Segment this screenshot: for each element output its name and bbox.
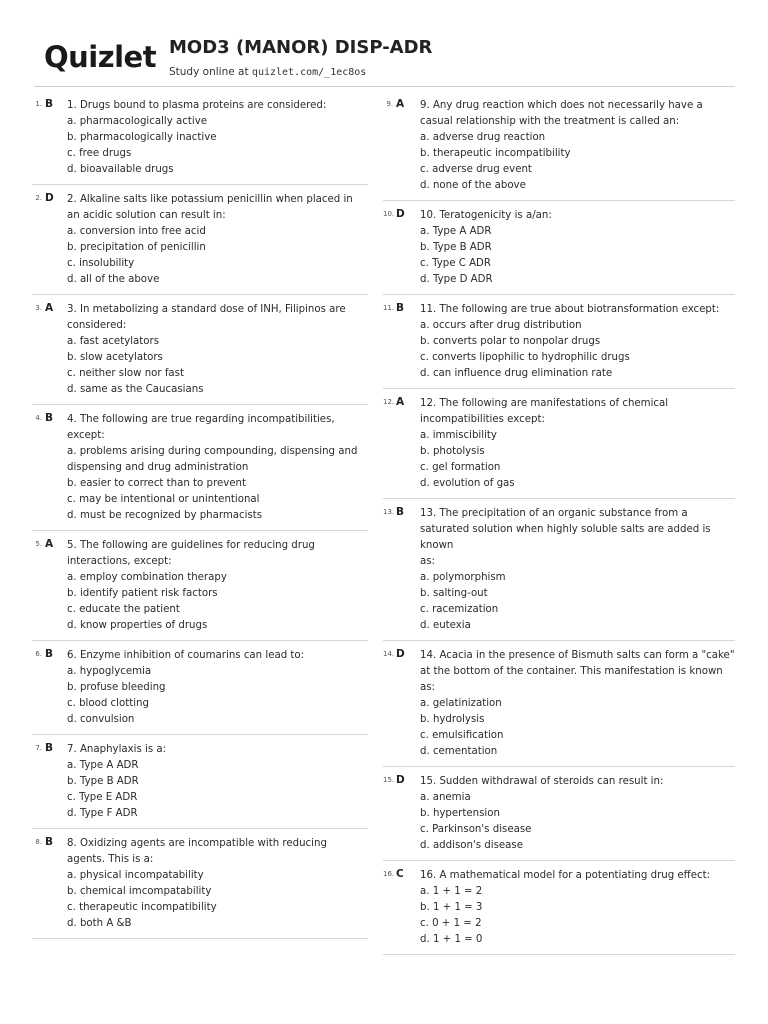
question-number: 10. xyxy=(383,210,395,218)
answer-option: a. gelatinization xyxy=(420,698,502,709)
question-item xyxy=(383,394,735,499)
question-item xyxy=(32,410,368,531)
answer-option: d. convulsion xyxy=(67,714,135,725)
question-body xyxy=(420,396,735,492)
answer-letter: D xyxy=(396,648,405,660)
answer-option: c. 0 + 1 = 2 xyxy=(420,918,482,929)
answer-option: b. easier to correct than to prevent xyxy=(67,478,246,489)
question-number: 1. xyxy=(35,100,42,108)
question-text: 13. The precipitation of an organic substance from a saturated solution when highly soluble salts are added is known as: xyxy=(420,508,711,567)
answer-option: a. hypoglycemia xyxy=(67,666,152,677)
question-number: 14. xyxy=(383,650,395,658)
answer-letter: A xyxy=(396,98,405,110)
answer-letter: B xyxy=(396,302,405,314)
question-body xyxy=(420,868,735,948)
answer-option: c. Type C ADR xyxy=(420,258,491,269)
question-body xyxy=(420,506,735,634)
question-body xyxy=(67,302,368,398)
question-body xyxy=(420,302,735,382)
question-number: 15. xyxy=(383,776,395,784)
answer-option: c. therapeutic incompatibility xyxy=(67,902,217,913)
answer-option: b. profuse bleeding xyxy=(67,682,166,693)
question-body xyxy=(420,98,735,194)
answer-option: d. 1 + 1 = 0 xyxy=(420,934,483,945)
answer-option: a. conversion into free acid xyxy=(67,226,206,237)
question-item xyxy=(383,772,735,861)
question-number: 16. xyxy=(383,870,395,878)
answer-letter: A xyxy=(45,302,54,314)
answer-option: c. Type E ADR xyxy=(67,792,138,803)
question-text: 11. The following are true about biotransformation except: xyxy=(420,304,720,315)
question-item xyxy=(32,740,368,829)
question-text: 12. The following are manifestations of chemical incompatibilities except: xyxy=(420,398,672,425)
answer-letter: D xyxy=(45,192,54,204)
answer-option: b. therapeutic incompatibility xyxy=(420,148,571,159)
answer-option: b. photolysis xyxy=(420,446,485,457)
answer-option: d. bioavailable drugs xyxy=(67,164,174,175)
answer-option: c. converts lipophilic to hydrophilic drugs xyxy=(420,352,630,363)
question-text: 15. Sudden withdrawal of steroids can result in: xyxy=(420,776,664,787)
answer-option: d. cementation xyxy=(420,746,498,757)
answer-letter: B xyxy=(45,648,54,660)
answer-option: d. must be recognized by pharmacists xyxy=(67,510,263,521)
answer-option: a. fast acetylators xyxy=(67,336,160,347)
question-item xyxy=(383,504,735,641)
question-text: 7. Anaphylaxis is a: xyxy=(67,744,167,755)
answer-option: d. Type D ADR xyxy=(420,274,493,285)
left-question-column xyxy=(32,96,368,944)
answer-option: a. adverse drug reaction xyxy=(420,132,546,143)
answer-option: a. occurs after drug distribution xyxy=(420,320,582,331)
answer-option: c. may be intentional or unintentional xyxy=(67,494,260,505)
question-text: 9. Any drug reaction which does not necessarily have a casual relationship with the treatment is called an: xyxy=(420,100,706,127)
answer-letter: B xyxy=(396,506,405,518)
question-number: 4. xyxy=(35,414,42,422)
answer-option: b. hydrolysis xyxy=(420,714,485,725)
answer-option: c. free drugs xyxy=(67,148,132,159)
question-number: 2. xyxy=(35,194,42,202)
answer-option: b. converts polar to nonpolar drugs xyxy=(420,336,601,347)
question-body xyxy=(67,836,368,932)
question-text: 3. In metabolizing a standard dose of INH, Filipinos are considered: xyxy=(67,304,349,331)
question-item xyxy=(383,96,735,201)
answer-option: c. gel formation xyxy=(420,462,501,473)
answer-option: d. eutexia xyxy=(420,620,471,631)
question-item xyxy=(383,300,735,389)
answer-option: c. blood clotting xyxy=(67,698,149,709)
answer-option: c. insolubility xyxy=(67,258,135,269)
answer-option: a. 1 + 1 = 2 xyxy=(420,886,483,897)
answer-option: b. salting-out xyxy=(420,588,488,599)
question-item xyxy=(383,206,735,295)
header-divider xyxy=(34,86,735,87)
answer-letter: A xyxy=(396,396,405,408)
answer-letter: B xyxy=(45,98,54,110)
question-item xyxy=(383,646,738,767)
question-number: 7. xyxy=(35,744,42,752)
answer-option: b. slow acetylators xyxy=(67,352,163,363)
answer-option: b. Type B ADR xyxy=(67,776,139,787)
question-body xyxy=(67,192,368,288)
answer-option: a. polymorphism xyxy=(420,572,506,583)
question-body xyxy=(420,774,735,854)
study-online-prefix: Study online at xyxy=(169,66,252,78)
answer-option: d. know properties of drugs xyxy=(67,620,208,631)
answer-option: a. Type A ADR xyxy=(420,226,492,237)
question-item xyxy=(32,834,368,939)
answer-option: c. emulsification xyxy=(420,730,504,741)
question-text: 4. The following are true regarding incompatibilities, except: xyxy=(67,414,338,441)
answer-letter: A xyxy=(45,538,54,550)
question-number: 3. xyxy=(35,304,42,312)
answer-option: d. can influence drug elimination rate xyxy=(420,368,613,379)
quizlet-logo: Quizlet xyxy=(44,40,157,74)
question-text: 8. Oxidizing agents are incompatible with reducing agents. This is a: xyxy=(67,838,331,865)
question-body xyxy=(67,742,368,822)
question-number: 13. xyxy=(383,508,395,516)
answer-letter: B xyxy=(45,412,54,424)
question-item xyxy=(383,866,735,955)
answer-option: a. physical incompatability xyxy=(67,870,204,881)
answer-option: a. anemia xyxy=(420,792,471,803)
answer-option: b. 1 + 1 = 3 xyxy=(420,902,483,913)
question-item xyxy=(32,300,368,405)
question-number: 9. xyxy=(386,100,393,108)
answer-option: c. neither slow nor fast xyxy=(67,368,184,379)
question-text: 14. Acacia in the presence of Bismuth salts can form a "cake" at the bottom of the container. This manifestation is known as: xyxy=(420,650,738,693)
question-item xyxy=(32,646,368,735)
answer-option: c. educate the patient xyxy=(67,604,180,615)
answer-option: d. evolution of gas xyxy=(420,478,515,489)
question-body xyxy=(67,538,368,634)
answer-option: a. pharmacologically active xyxy=(67,116,207,127)
answer-option: d. Type F ADR xyxy=(67,808,138,819)
answer-option: d. none of the above xyxy=(420,180,526,191)
answer-letter: B xyxy=(45,742,54,754)
question-item xyxy=(32,96,368,185)
answer-option: c. racemization xyxy=(420,604,499,615)
answer-option: d. all of the above xyxy=(67,274,160,285)
question-text: 10. Teratogenicity is a/an: xyxy=(420,210,552,221)
answer-option: a. Type A ADR xyxy=(67,760,139,771)
question-text: 1. Drugs bound to plasma proteins are considered: xyxy=(67,100,327,111)
question-item xyxy=(32,536,368,641)
question-body xyxy=(67,412,368,524)
question-body xyxy=(420,208,735,288)
question-body xyxy=(420,648,738,760)
answer-option: d. same as the Caucasians xyxy=(67,384,204,395)
answer-option: a. immiscibility xyxy=(420,430,497,441)
answer-option: a. employ combination therapy xyxy=(67,572,227,583)
answer-option: b. chemical imcompatability xyxy=(67,886,212,897)
question-text: 2. Alkaline salts like potassium penicillin when placed in an acidic solution can result in: xyxy=(67,194,357,221)
question-number: 8. xyxy=(35,838,42,846)
study-url-link[interactable]: quizlet.com/_1ec8os xyxy=(251,67,367,78)
question-number: 12. xyxy=(383,398,395,406)
question-text: 5. The following are guidelines for reducing drug interactions, except: xyxy=(67,540,319,567)
answer-letter: D xyxy=(396,774,405,786)
page-title: MOD3 (MANOR) DISP-ADR xyxy=(169,37,433,58)
answer-option: b. pharmacologically inactive xyxy=(67,132,217,143)
question-item xyxy=(32,190,368,295)
answer-option: a. problems arising during compounding, dispensing and dispensing and drug administration xyxy=(67,446,361,473)
answer-option: b. Type B ADR xyxy=(420,242,492,253)
answer-option: b. hypertension xyxy=(420,808,500,819)
right-question-column xyxy=(383,96,738,960)
answer-option: d. both A &B xyxy=(67,918,132,929)
question-number: 5. xyxy=(35,540,42,548)
study-online-text xyxy=(169,66,366,78)
answer-option: b. precipitation of penicillin xyxy=(67,242,206,253)
answer-letter: D xyxy=(396,208,405,220)
answer-option: c. Parkinson's disease xyxy=(420,824,532,835)
question-text: 6. Enzyme inhibition of coumarins can lead to: xyxy=(67,650,305,661)
answer-option: d. addison's disease xyxy=(420,840,523,851)
answer-option: c. adverse drug event xyxy=(420,164,532,175)
question-body xyxy=(67,98,368,178)
question-text: 16. A mathematical model for a potentiating drug effect: xyxy=(420,870,710,881)
answer-option: b. identify patient risk factors xyxy=(67,588,218,599)
answer-letter: C xyxy=(396,868,404,880)
answer-letter: B xyxy=(45,836,54,848)
question-body xyxy=(67,648,368,728)
question-number: 11. xyxy=(383,304,395,312)
question-number: 6. xyxy=(35,650,42,658)
